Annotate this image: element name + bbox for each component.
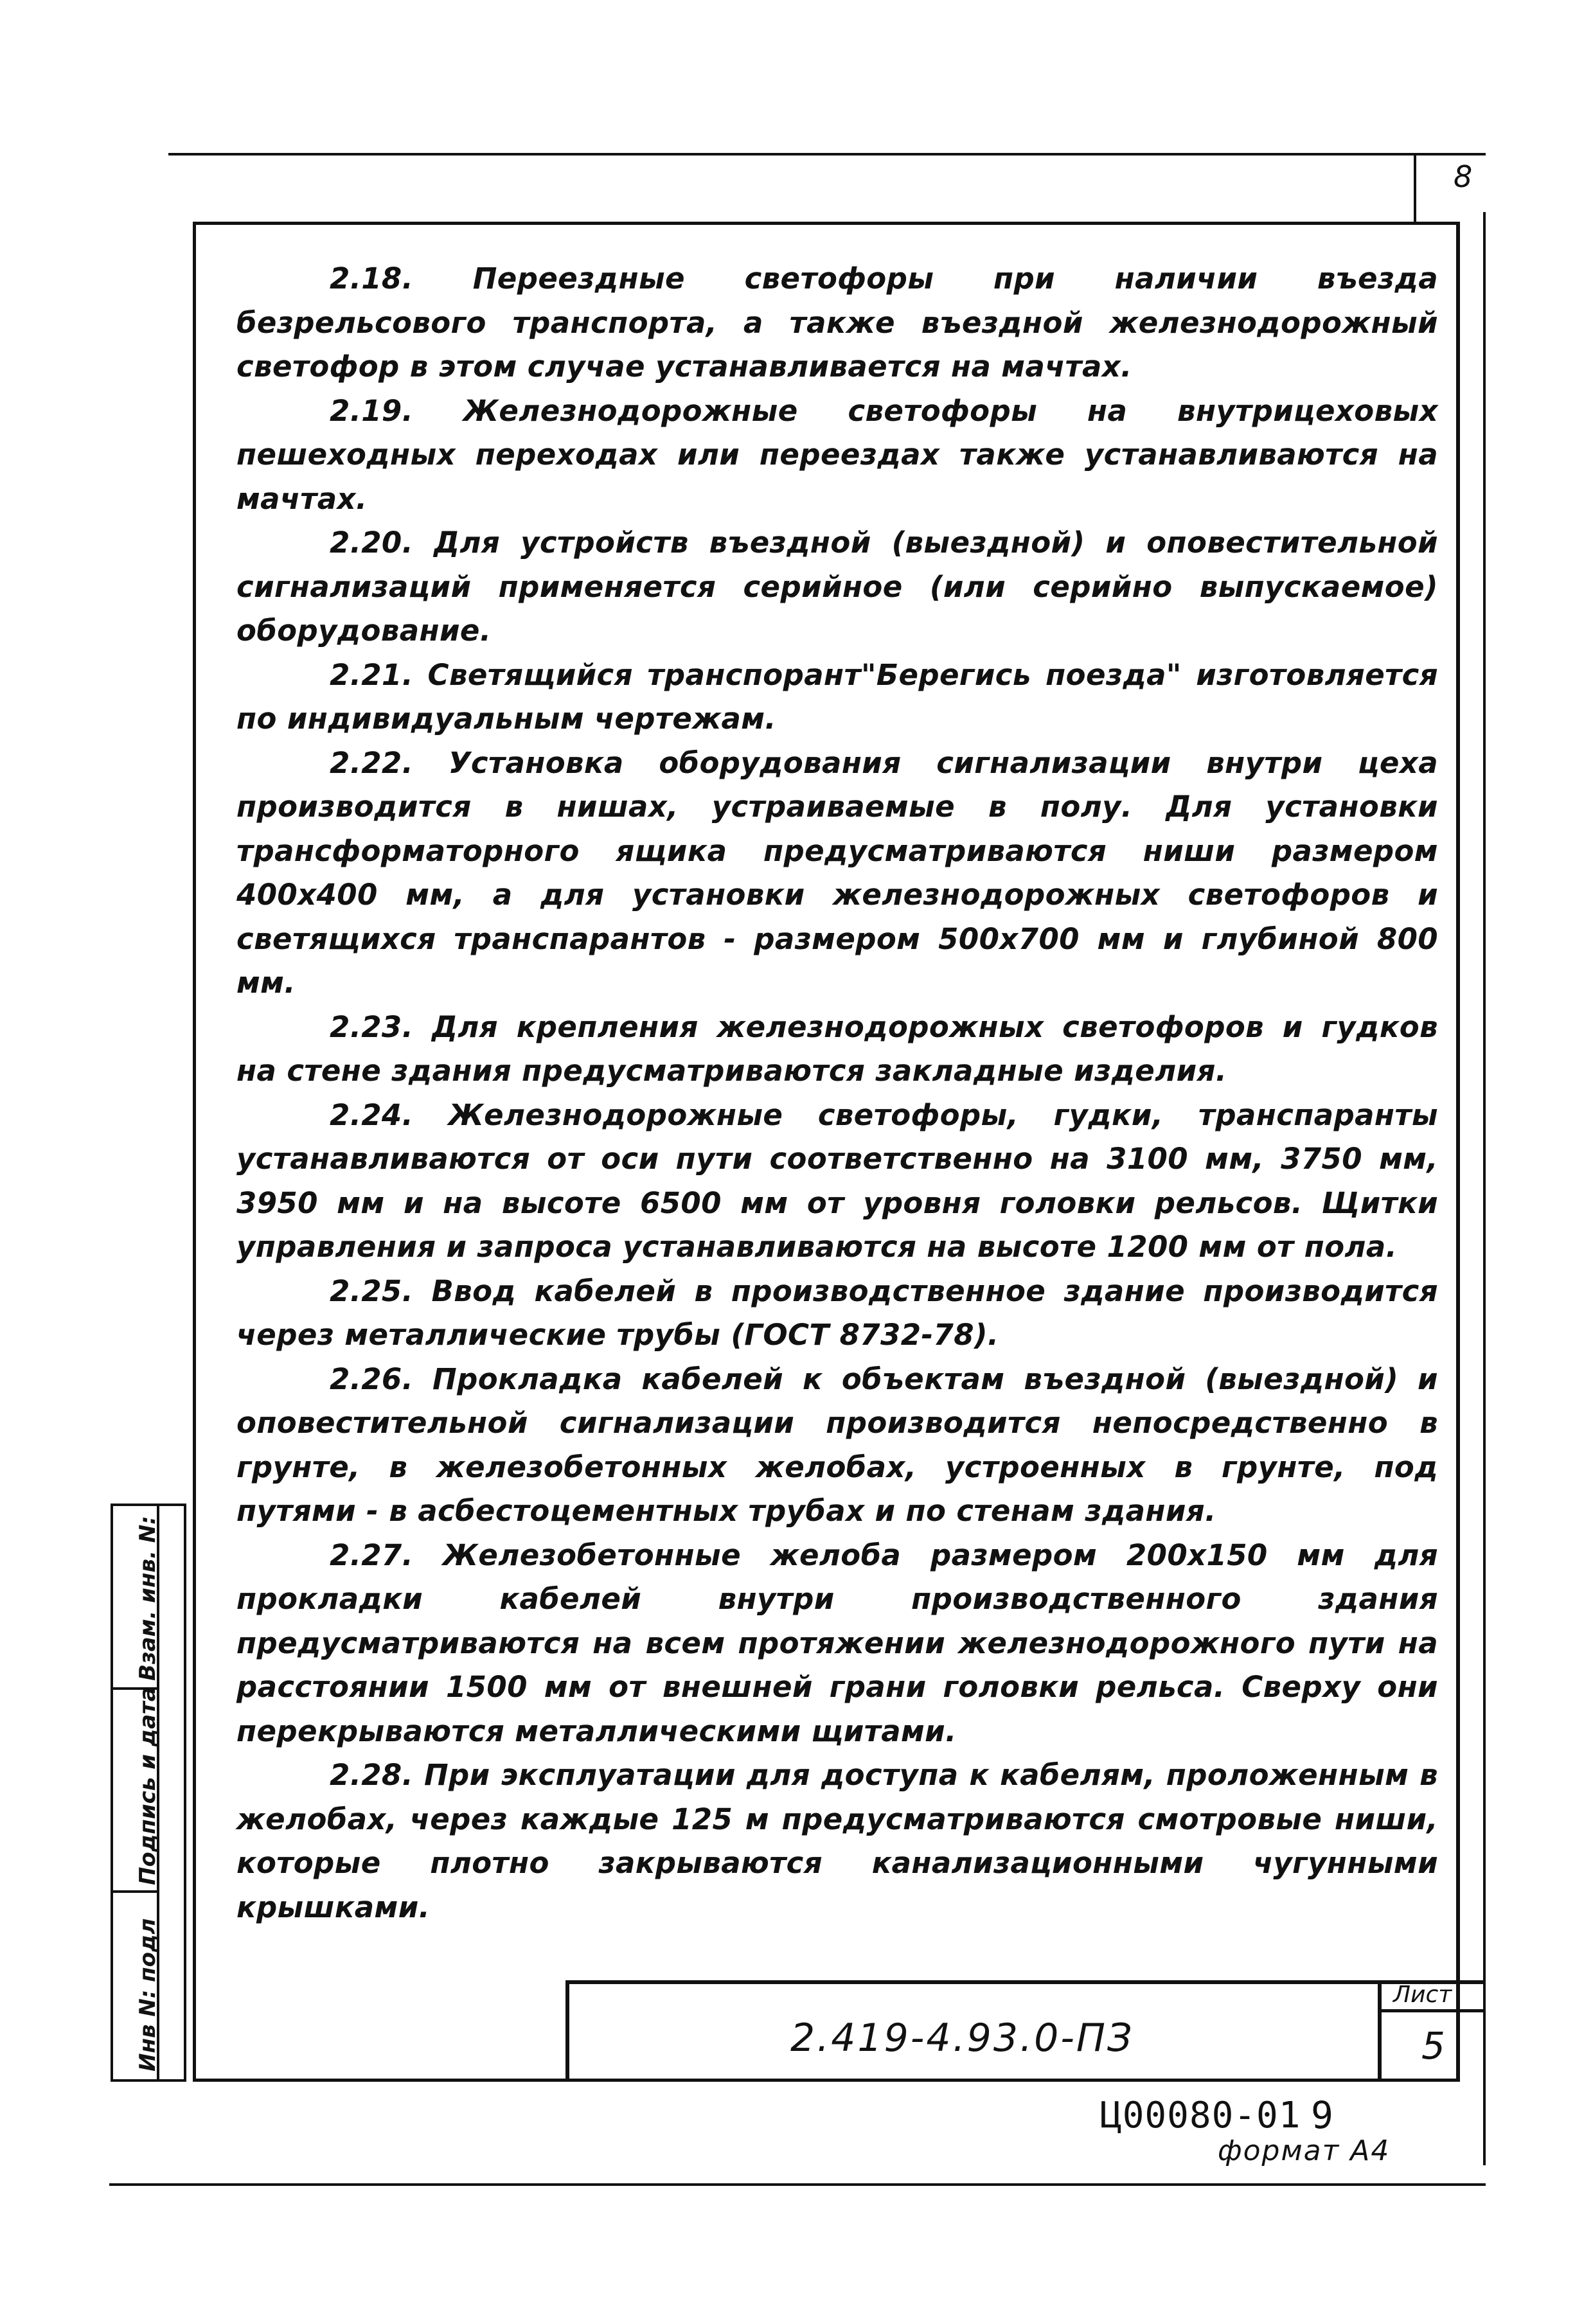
paragraph-2-27: 2.27. Железобетонные желоба размером 200х150 мм для прокладки кабелей внутри производственного здания предусматриваются на всем протяжении железнодорожного пути на расстоянии 1500 мм от внешней грани головки рельса. Сверху они перекрываются металлическими щитами. [236, 1538, 1438, 1748]
sheet-number: 5 [1421, 2024, 1445, 2068]
top-rule [168, 153, 1486, 155]
stamp-label-signature-date: Подпись и дата [135, 1687, 161, 1885]
document-body [236, 257, 1438, 1929]
paragraph-2-24: 2.24. Железнодорожные светофоры, гудки, транспаранты устанавливаются от оси пути соответственно на 3100 мм, 3750 мм, 3950 мм и на высоте 6500 мм от уровня головки рельсов. Щитки управления и запроса устанавливаются на высоте 1200 мм от пола. [236, 1097, 1438, 1264]
stamp-divider [113, 1890, 159, 1893]
page-number-box [1414, 153, 1486, 224]
bottom-rule [109, 2183, 1486, 2186]
sheet-label: Лист [1393, 1982, 1452, 2008]
stamp-label-inv-podl: Инв N: подл [135, 1918, 161, 2071]
paragraph-2-25: 2.25. Ввод кабелей в производственное здание производится через металлические трубы (ГОСТ 8732-78). [236, 1273, 1438, 1352]
page-number: 8 [1454, 159, 1473, 194]
paragraph-2-23: 2.23. Для крепления железнодорожных светофоров и гудков на стене здания предусматриваются закладные изделия. [236, 1009, 1438, 1088]
document-code: 2.419-4.93.0-ПЗ [790, 2016, 1134, 2061]
paragraph-2-26: 2.26. Прокладка кабелей к объектам въездной (выездной) и оповестительной сигнализации производится непосредственно в грунте, в железобетонных желобах, устроенных в грунте, под путями - в асбестоцементных трубах и по стенам здания. [236, 1362, 1438, 1528]
archive-code: Ц00080-01 [1100, 2095, 1301, 2136]
side-stamp [111, 1504, 186, 2082]
format-label: формат А4 [1218, 2134, 1391, 2167]
paragraph-2-21: 2.21. Светящийся транспорант"Берегись поезда" изготовляется по индивидуальным чертежам. [236, 657, 1438, 736]
paragraph-2-20: 2.20. Для устройств въездной (выездной) и оповестительной сигнализаций применяется серийное (или серийно выпускаемое) оборудование. [236, 526, 1438, 648]
stamp-label-vzam-inv: Взам. инв. N: [135, 1516, 161, 1681]
paragraph-2-18: 2.18. Переездные светофоры при наличии въезда безрельсового транспорта, а также въездной железнодорожный светофор в этом случае устанавливается на мачтах. [236, 262, 1438, 384]
paragraph-2-19: 2.19. Железнодорожные светофоры на внутрицеховых пешеходных переходах или переездах также устанавливаются на мачтах. [236, 393, 1438, 516]
paragraph-2-22: 2.22. Установка оборудования сигнализации внутри цеха производится в нишах, устраиваемые в полу. Для установки трансформаторного ящика предусматриваются ниши размером 400х400 мм, а для установки железнодорожных светофоров и светящихся транспарантов - размером 500х700 мм и глубиной 800 мм. [236, 745, 1438, 1000]
archive-page-number: 9 [1311, 2093, 1333, 2137]
paragraph-2-28: 2.28. При эксплуатации для доступа к кабелям, проложенным в желобах, через каждые 125 м предусматриваются смотровые ниши, которые плотно закрываются канализационными чугунными крышками. [236, 1758, 1438, 1924]
frame-right-edge [1483, 212, 1486, 2165]
